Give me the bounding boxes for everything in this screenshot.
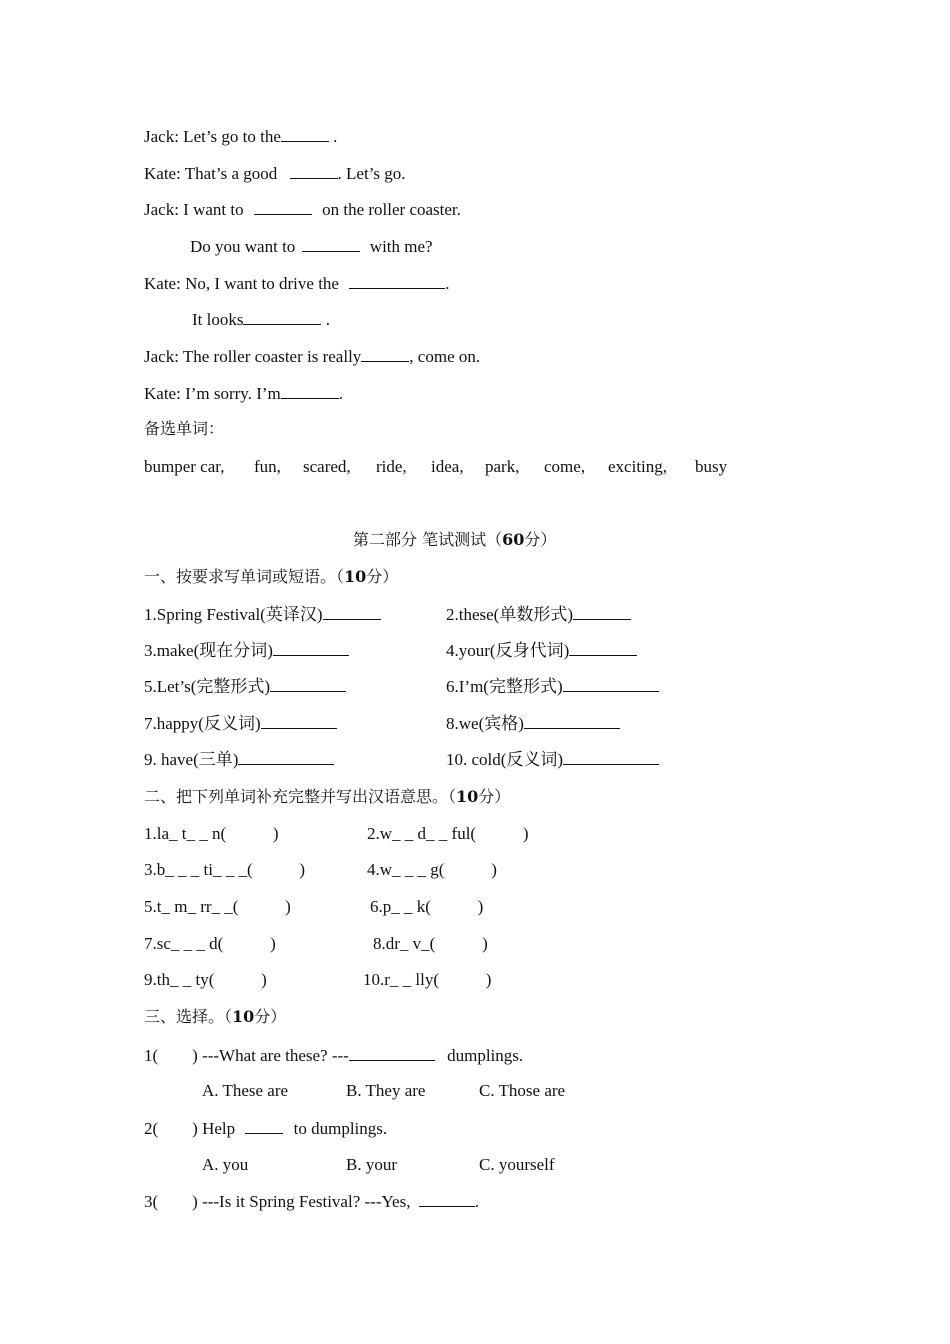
section1-heading	[144, 566, 398, 588]
question-text: to dumplings.	[289, 1119, 388, 1138]
item-text: 1.Spring Festival(英译汉)	[144, 605, 323, 624]
question-text: Help	[197, 1119, 240, 1138]
option-a[interactable]: A. you	[202, 1155, 249, 1174]
item-text: 9. have(三单)	[144, 750, 239, 769]
item-text: 5.Let’s(完整形式)	[144, 677, 271, 696]
dialogue-line-4	[190, 235, 433, 258]
sec2-item[interactable]: 10.r_ _ lly( )	[363, 970, 492, 989]
sec2-item[interactable]: 3.b_ _ _ ti_ _ _( )	[144, 860, 306, 879]
sec2-item[interactable]: 7.sc_ _ _ d( )	[144, 934, 276, 953]
sec2-item[interactable]: 9.th_ _ ty( )	[144, 970, 267, 989]
sec2-item[interactable]: 8.dr_ v_( )	[373, 934, 488, 953]
heading-text: 一、按要求写单词或短语。（	[144, 567, 345, 586]
heading-score: 10	[344, 567, 367, 586]
dialogue-text: Jack: I want to	[144, 200, 248, 219]
sec1-item	[446, 639, 637, 662]
item-text: 4.your(反身代词)	[446, 641, 570, 660]
answer-blank[interactable]	[563, 748, 659, 765]
answer-blank[interactable]	[290, 162, 338, 179]
dialogue-text: , come on.	[409, 347, 481, 366]
word-bank-item: park,	[485, 457, 520, 476]
dialogue-text: Kate: That’s a good	[144, 164, 282, 183]
sec1-item	[144, 675, 346, 698]
word-bank-item: ride,	[376, 457, 407, 476]
heading-text: 二、把下列单词补充完整并写出汉语意思。（	[144, 787, 457, 806]
answer-parentheses[interactable]: 1( )	[144, 1046, 198, 1065]
word-bank-item: come,	[544, 457, 586, 476]
question-text: dumplings.	[442, 1046, 524, 1065]
item-text: 6.I’m(完整形式)	[446, 677, 563, 696]
dialogue-text: . Let’s go.	[337, 164, 406, 183]
section3-heading	[144, 1006, 286, 1028]
question-3	[144, 1190, 479, 1213]
part2-title	[353, 529, 556, 551]
sec2-item[interactable]: 2.w_ _ d_ _ ful( )	[367, 824, 529, 843]
sec1-item	[446, 603, 631, 626]
answer-blank[interactable]	[281, 125, 329, 142]
item-text: 8.we(宾格)	[446, 714, 524, 733]
answer-parentheses[interactable]: 3( )	[144, 1192, 198, 1211]
answer-blank[interactable]	[524, 712, 620, 729]
option-c[interactable]: C. Those are	[479, 1081, 566, 1100]
option-c[interactable]: C. yourself	[479, 1155, 555, 1174]
dialogue-text: .	[321, 310, 330, 329]
section2-heading	[144, 786, 510, 808]
word-bank-item: bumper car,	[144, 457, 225, 476]
item-text: 3.make(现在分词)	[144, 641, 273, 660]
answer-blank[interactable]	[563, 675, 659, 692]
sec1-item	[144, 639, 349, 662]
heading-text: 分）	[478, 787, 511, 806]
answer-blank[interactable]	[323, 603, 381, 620]
item-text: 2.these(单数形式)	[446, 605, 574, 624]
dialogue-text: Do you want to	[190, 237, 300, 256]
answer-blank[interactable]	[573, 603, 631, 620]
dialogue-text: It looks	[192, 310, 244, 329]
answer-blank[interactable]	[349, 1044, 435, 1061]
word-bank-item: exciting,	[608, 457, 668, 476]
answer-blank[interactable]	[254, 198, 312, 215]
word-bank-label: 备选单词：	[144, 419, 225, 438]
sec1-item	[446, 748, 659, 771]
sec1-item	[144, 712, 337, 735]
answer-blank[interactable]	[349, 272, 445, 289]
heading-score: 10	[456, 787, 479, 806]
dialogue-text: Kate: No, I want to drive the	[144, 274, 344, 293]
question-text: ---Is it Spring Festival? ---Yes,	[197, 1192, 415, 1211]
heading-text: 分）	[366, 567, 399, 586]
dialogue-text: on the roller coaster.	[317, 200, 461, 219]
sec1-item	[144, 603, 381, 626]
answer-blank[interactable]	[245, 1117, 283, 1134]
question-2	[144, 1117, 387, 1140]
heading-text: 三、选择。（	[144, 1007, 233, 1026]
answer-blank[interactable]	[270, 675, 346, 692]
dialogue-text: .	[328, 127, 338, 146]
answer-blank[interactable]	[243, 308, 321, 325]
sec2-item[interactable]: 4.w_ _ _ g( )	[367, 860, 497, 879]
sec2-item[interactable]: 6.p_ _ k( )	[370, 897, 484, 916]
answer-blank[interactable]	[281, 382, 339, 399]
question-text: ---What are these? ---	[197, 1046, 349, 1065]
dialogue-text: Kate: I’m sorry. I’m	[144, 384, 281, 403]
sec2-item[interactable]: 5.t_ m_ rr_ _( )	[144, 897, 291, 916]
answer-blank[interactable]	[238, 748, 334, 765]
sec1-item	[446, 712, 620, 735]
option-a[interactable]: A. These are	[202, 1081, 289, 1100]
word-bank-item: busy	[695, 457, 728, 476]
title-text: 分）	[524, 530, 557, 549]
question-text: .	[474, 1192, 479, 1211]
answer-blank[interactable]	[273, 639, 349, 656]
answer-blank[interactable]	[302, 235, 360, 252]
answer-blank[interactable]	[419, 1190, 475, 1207]
answer-parentheses[interactable]: 2( )	[144, 1119, 198, 1138]
question-1	[144, 1044, 523, 1067]
word-bank-item: scared,	[303, 457, 351, 476]
heading-text: 分）	[254, 1007, 287, 1026]
dialogue-line-7	[144, 345, 480, 368]
answer-blank[interactable]	[261, 712, 337, 729]
dialogue-text: .	[445, 274, 450, 293]
title-text: 第二部分 笔试测试（	[353, 530, 503, 549]
option-b[interactable]: B. your	[346, 1155, 397, 1174]
word-bank-item: idea,	[431, 457, 464, 476]
answer-blank[interactable]	[361, 345, 409, 362]
title-score: 60	[502, 530, 525, 549]
dialogue-line-5	[144, 272, 449, 295]
dialogue-text: Jack: The roller coaster is really	[144, 347, 362, 366]
heading-score: 10	[232, 1007, 255, 1026]
answer-blank[interactable]	[569, 639, 637, 656]
dialogue-line-8	[144, 382, 343, 405]
item-text: 7.happy(反义词)	[144, 714, 261, 733]
item-text: 10. cold(反义词)	[446, 750, 564, 769]
option-b[interactable]: B. They are	[346, 1081, 426, 1100]
dialogue-text: .	[338, 384, 343, 403]
sec1-item	[144, 748, 334, 771]
dialogue-line-1	[144, 125, 337, 148]
dialogue-text: Jack: Let’s go to the	[144, 127, 281, 146]
dialogue-line-3	[144, 198, 461, 221]
dialogue-line-2	[144, 162, 406, 185]
sec1-item	[446, 675, 659, 698]
word-bank-item: fun,	[254, 457, 281, 476]
sec2-item[interactable]: 1.la_ t_ _ n( )	[144, 824, 279, 843]
dialogue-text: with me?	[365, 237, 433, 256]
dialogue-line-6	[192, 308, 330, 331]
